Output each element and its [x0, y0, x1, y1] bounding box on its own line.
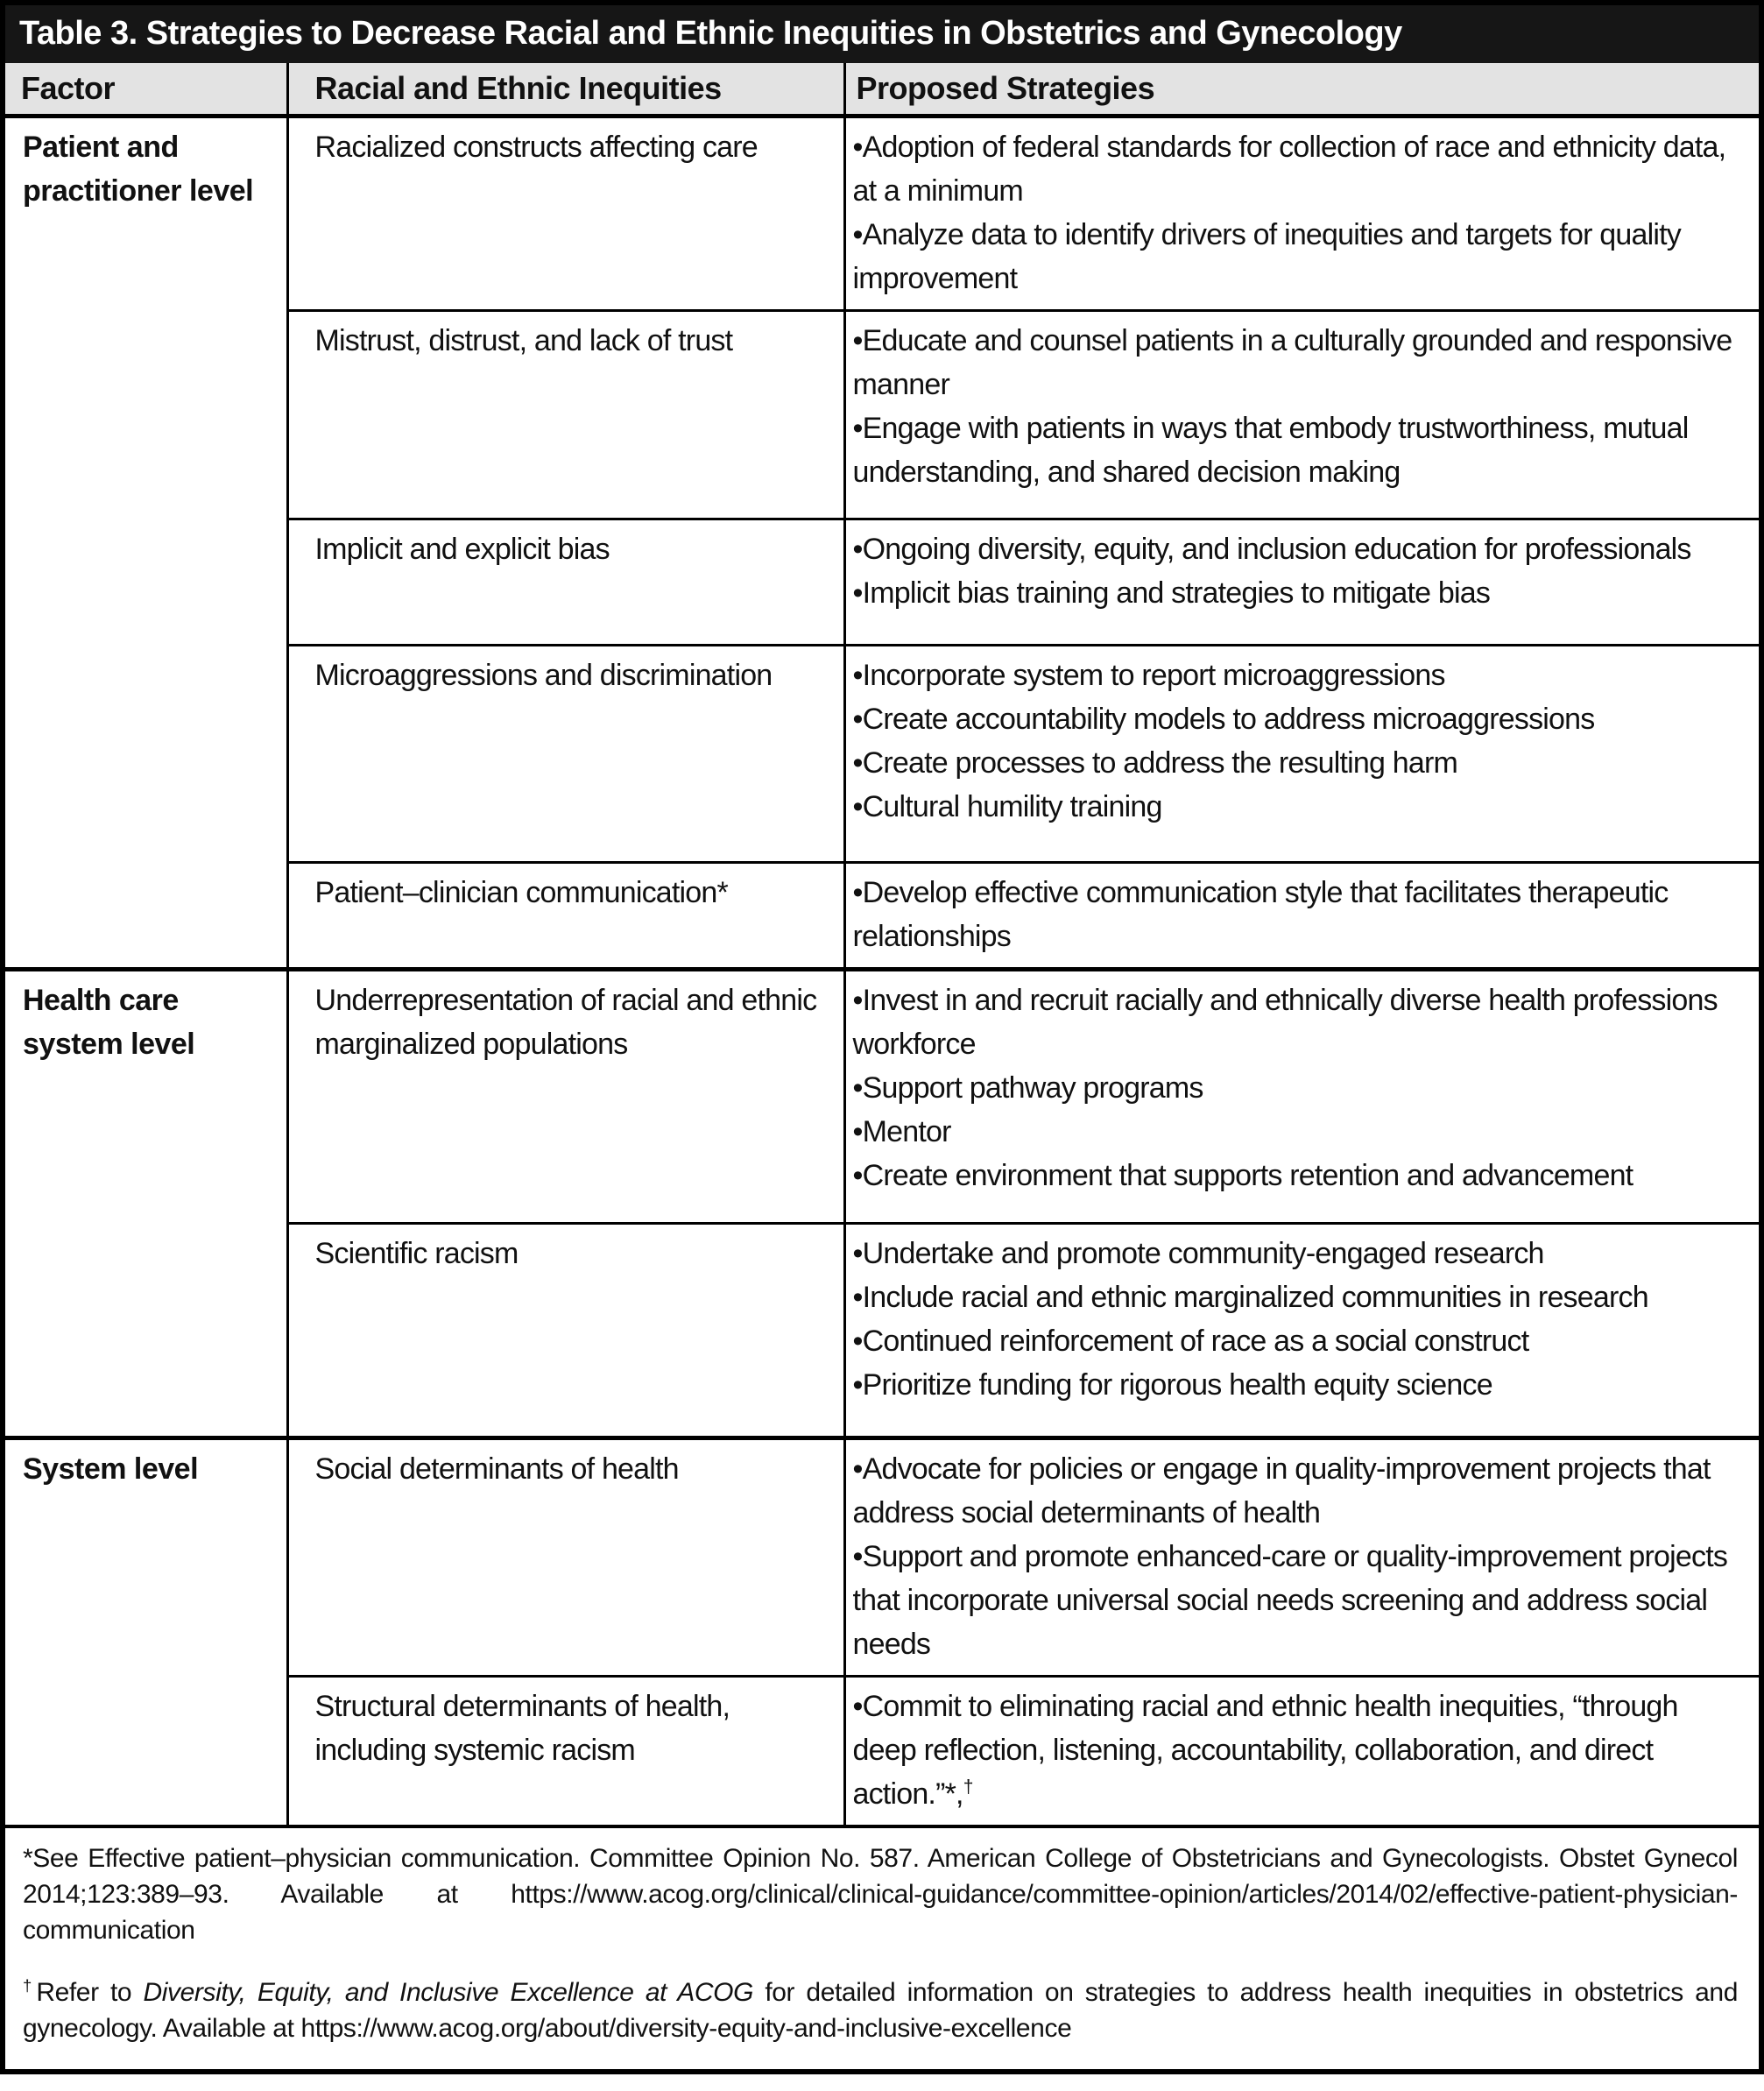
- footnote-marker: *: [23, 1844, 33, 1873]
- strategy-item: •Continued reinforcement of race as a social construct: [852, 1325, 1529, 1358]
- strategy-item: •Undertake and promote community-engaged research: [852, 1237, 1544, 1270]
- strategies-cell: [844, 311, 1759, 519]
- inequity-cell: Social determinants of health: [287, 1438, 844, 1677]
- table-title: Table 3. Strategies to Decrease Racial and Ethnic Inequities in Obstetrics and Gynecology: [5, 5, 1759, 63]
- strategy-item: •Educate and counsel patients in a culturally grounded and responsive manner: [852, 324, 1732, 401]
- table-row: [5, 117, 1759, 311]
- footnote-text: Refer to: [36, 1978, 144, 2007]
- footnote-text: for detailed information on strategies to address health inequities in obstetrics and gynecology. Available at https://www.acog.org/about/diversity-equity-and-inclusive-excellence: [23, 1978, 1738, 2043]
- column-header-inequities: Racial and Ethnic Inequities: [287, 63, 844, 117]
- inequity-cell: Racialized constructs affecting care: [287, 117, 844, 311]
- inequity-cell: Implicit and explicit bias: [287, 519, 844, 646]
- strategy-item: •Mentor: [852, 1115, 951, 1148]
- strategy-item: •Commit to eliminating racial and ethnic health inequities, “through deep reflection, listening, accountability, collaboration, and direct action.”*,†: [852, 1690, 1678, 1811]
- footnotes-section: [5, 1825, 1759, 2069]
- strategies-cell: [844, 1677, 1759, 1826]
- inequity-cell: Microaggressions and discrimination: [287, 646, 844, 863]
- strategy-item: •Create accountability models to address microaggressions: [852, 703, 1595, 736]
- column-header-factor: Factor: [5, 63, 287, 117]
- strategy-item: •Ongoing diversity, equity, and inclusion education for professionals: [852, 533, 1691, 566]
- strategies-cell: [844, 519, 1759, 646]
- footnote: [23, 1974, 1738, 2046]
- strategy-item: •Support and promote enhanced-care or quality-improvement projects that incorporate universal social needs screening and address social needs: [852, 1540, 1728, 1661]
- strategy-item: •Create processes to address the resulting harm: [852, 746, 1458, 780]
- strategy-item: •Engage with patients in ways that embody trustworthiness, mutual understanding, and shared decision making: [852, 412, 1689, 489]
- factor-cell: System level: [5, 1438, 287, 1826]
- strategies-cell: [844, 1438, 1759, 1677]
- factor-cell: Patient and practitioner level: [5, 117, 287, 970]
- strategy-item: •Develop effective communication style that facilitates therapeutic relationships: [852, 876, 1669, 953]
- strategies-cell: [844, 863, 1759, 970]
- strategy-item: •Support pathway programs: [852, 1071, 1203, 1105]
- strategies-cell: [844, 646, 1759, 863]
- strategy-item: •Implicit bias training and strategies to mitigate bias: [852, 576, 1491, 610]
- strategy-item: •Invest in and recruit racially and ethnically diverse health professions workforce: [852, 984, 1718, 1061]
- inequity-cell: Patient–clinician communication*: [287, 863, 844, 970]
- strategies-cell: [844, 1224, 1759, 1438]
- table-body: [5, 117, 1759, 1826]
- header-row: [5, 63, 1759, 117]
- footnote-text-italic: Diversity, Equity, and Inclusive Excellence at ACOG: [143, 1978, 754, 2007]
- column-header-strategies: Proposed Strategies: [844, 63, 1759, 117]
- inequity-cell: Scientific racism: [287, 1224, 844, 1438]
- inequity-cell: Structural determinants of health, including systemic racism: [287, 1677, 844, 1826]
- strategy-item: •Advocate for policies or engage in quality-improvement projects that address social determinants of health: [852, 1452, 1711, 1529]
- inequity-cell: Underrepresentation of racial and ethnic marginalized populations: [287, 970, 844, 1224]
- strategy-item: •Prioritize funding for rigorous health equity science: [852, 1368, 1492, 1402]
- strategies-cell: [844, 117, 1759, 311]
- strategy-item: •Cultural humility training: [852, 790, 1162, 823]
- strategy-item: •Include racial and ethnic marginalized communities in research: [852, 1281, 1648, 1314]
- factor-cell: Health care system level: [5, 970, 287, 1438]
- strategy-item: •Adoption of federal standards for collection of race and ethnicity data, at a minimum: [852, 131, 1726, 208]
- table-row: [5, 1438, 1759, 1677]
- footnote-text: See Effective patient–physician communication. Committee Opinion No. 587. American College of Obstetricians and Gynecologists. Obstet Gynecol 2014;123:389–93. Available at https://www.acog.org/clinical/clinical-guidance/committee-opinion/articles/2014/02/effective-patient-physician-communication: [23, 1844, 1738, 1945]
- table-row: [5, 970, 1759, 1224]
- strategy-item: •Incorporate system to report microaggressions: [852, 659, 1445, 692]
- strategy-item: •Analyze data to identify drivers of inequities and targets for quality improvement: [852, 218, 1681, 295]
- inequity-cell: Mistrust, distrust, and lack of trust: [287, 311, 844, 519]
- strategies-table: [5, 63, 1759, 1825]
- footnote-marker: †: [23, 1976, 37, 1995]
- dagger-superscript: †: [963, 1777, 973, 1798]
- strategies-cell: [844, 970, 1759, 1224]
- footnote: [23, 1840, 1738, 1948]
- strategy-item: •Create environment that supports retention and advancement: [852, 1159, 1633, 1192]
